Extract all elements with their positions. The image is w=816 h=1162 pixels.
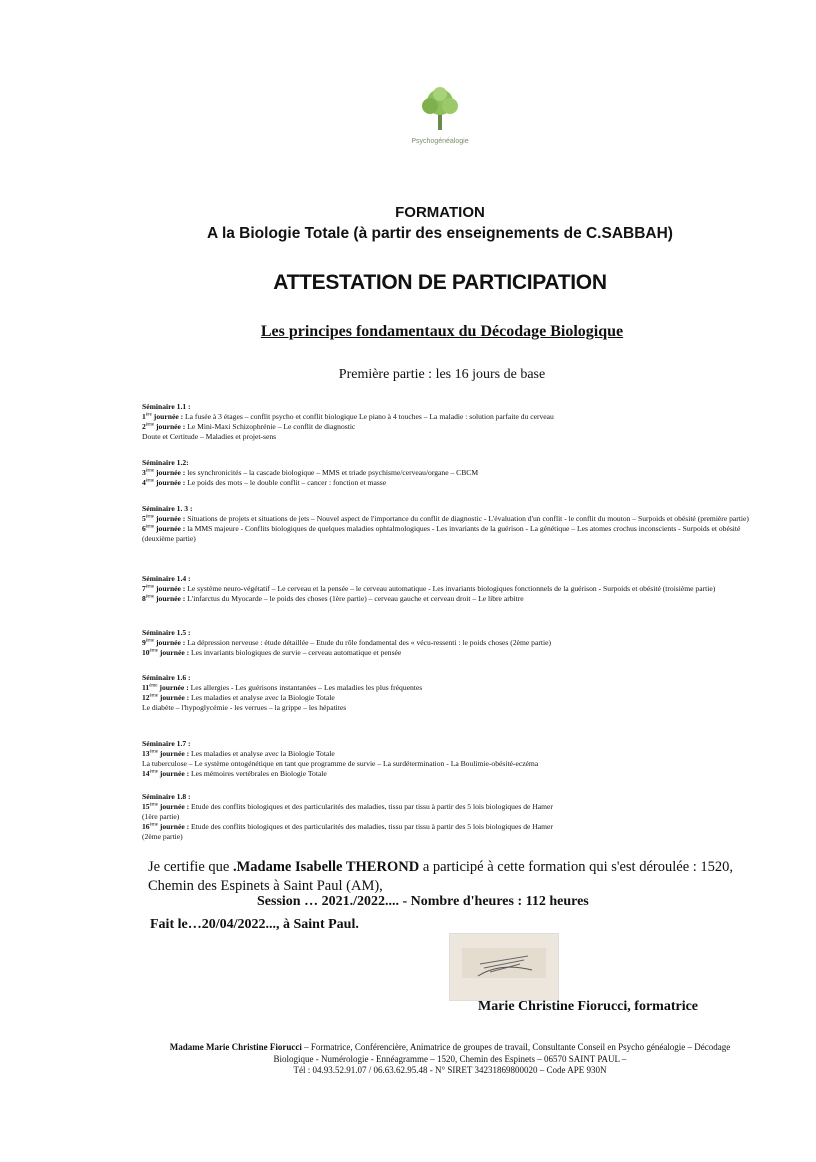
journee-label: journée :: [151, 412, 186, 421]
journee-line: [142, 468, 762, 478]
journee-line: [142, 683, 762, 693]
journee-number: 2: [142, 422, 146, 431]
seminar-block: [142, 739, 762, 779]
journee-label: journée :: [157, 802, 192, 811]
journee-line: [142, 693, 762, 703]
formation-title: FORMATION: [395, 204, 485, 221]
journee-suffix: ème: [145, 468, 155, 474]
journee-line: [142, 478, 762, 488]
journee-text: Les maladies et analyse avec la Biologie Totale: [191, 693, 335, 702]
journee-number: 1: [142, 412, 146, 421]
journee-text: Etude des conflits biologiques et des particularités des maladies, tissu par tissu à partir des 5 lois biologiques de Hamer: [191, 822, 553, 831]
journee-label: journée :: [157, 683, 191, 692]
journee-label: journée :: [157, 693, 192, 702]
logo-label: Psychogénéalogie: [411, 138, 469, 145]
fait-line: Fait le…20/04/2022..., à Saint Paul.: [150, 917, 359, 932]
participant-name: .Madame Isabelle THEROND: [232, 859, 420, 875]
journee-line: [142, 594, 762, 604]
formation-subtitle: A la Biologie Totale (à partir des enseignements de C.SABBAH): [207, 225, 673, 242]
journee-line: [142, 822, 762, 832]
journee-line: [142, 802, 762, 812]
journee-line: [142, 769, 762, 779]
journee-label: journée :: [154, 422, 188, 431]
journee-text: (2ème partie): [142, 832, 183, 841]
journee-text: (1ère partie): [142, 812, 180, 821]
journee-suffix: ème: [145, 514, 155, 520]
seminar-title: Séminaire 1.4 :: [142, 574, 191, 583]
footer-line1: – Formatrice, Conférencière, Animatrice de groupes de travail, Consultante Conseil en Psycho généalogie – Décodage Biologique - Numérologie - Ennéagramme – 1520, Chemin des Espinets – 06570 SAINT PAUL –: [273, 1042, 731, 1064]
journee-suffix: ème: [149, 693, 158, 699]
journee-number: 11: [142, 683, 150, 692]
journee-number: 5: [142, 514, 146, 523]
journee-text: La tuberculose – Le système ontogénétique en tant que programme de survie – La surdétermination - La Boulimie-obésité-eczéma: [142, 759, 539, 768]
journee-suffix: ème: [145, 594, 155, 600]
journee-text: Les allergies - Les guérisons instantanées – Les maladies les plus fréquentes: [190, 683, 423, 692]
journee-number: 14: [142, 769, 150, 778]
journee-label: journée :: [154, 514, 188, 523]
journee-number: 7: [142, 584, 146, 593]
journee-line: [142, 749, 762, 759]
seminar-block: [142, 792, 762, 842]
principes-heading: Les principes fondamentaux du Décodage Biologique: [260, 323, 624, 340]
journee-text: Doute et Certitude – Maladies et projet-sens: [142, 432, 277, 441]
journee-suffix: ème: [145, 638, 155, 644]
footer: [150, 1042, 750, 1077]
footer-name: Madame Marie Christine Fiorucci: [169, 1042, 302, 1052]
signature-stamp: [449, 933, 559, 1001]
session-line: Session … 2021./2022.... - Nombre d'heures : 112 heures: [257, 894, 589, 909]
journee-text: La dépression nerveuse : étude détaillée – Etude du rôle fondamental des « vécu-ressenti : le poids choses (2ème partie): [187, 638, 551, 647]
journee-text: la MMS majeure - Conflits biologiques de quelques maladies ophtalmologiques - Les invariants de la guérison - La génétique – Les atomes crochus inconscients - Surpoids et obésité (deuxième partie): [142, 524, 741, 543]
journee-text: Les invariants biologiques de survie – cerveau automatique et pensée: [191, 648, 402, 657]
journee-label: journée :: [154, 478, 188, 487]
seminar-title: Séminaire 1.1 :: [142, 402, 191, 411]
seminar-title: Séminaire 1.6 :: [142, 673, 191, 682]
journee-text: Les mémoires vertébrales en Biologie Totale: [191, 769, 327, 778]
seminar-block: [142, 458, 762, 488]
journee-suffix: ème: [149, 769, 158, 775]
journee-line: [142, 648, 762, 658]
journee-number: 8: [142, 594, 146, 603]
journee-line: [142, 524, 762, 544]
seminar-title: Séminaire 1.5 :: [142, 628, 191, 637]
seminar-title: Séminaire 1. 3 :: [142, 504, 193, 513]
seminar-block: [142, 504, 762, 544]
journee-text: Le système neuro-végétatif – Le cerveau et la pensée – le cerveau automatique - Les invariants biologiques fonctionnels de la guérison - Surpoids et obésité (troisième partie): [187, 584, 716, 593]
signature-scribble-icon: [450, 934, 558, 1000]
journee-label: journée :: [157, 769, 192, 778]
journee-label: journée :: [157, 749, 192, 758]
journee-text: Le diabète – l'hypoglycémie - les verrues – la grippe – les hépatites: [142, 703, 347, 712]
journee-suffix: ème: [145, 524, 155, 530]
signer-name: Marie Christine Fiorucci, formatrice: [478, 999, 699, 1014]
seminar-block: [142, 574, 762, 604]
cert-rest: a participé à cette formation qui s'est déroulée : 1520, Chemin des Espinets à Saint Paul (AM),: [148, 859, 734, 894]
journee-text: Etude des conflits biologiques et des particularités des maladies, tissu par tissu à partir des 5 lois biologiques de Hamer: [191, 802, 553, 811]
journee-text: Les maladies et analyse avec la Biologie Totale: [191, 749, 335, 758]
attestation-title: ATTESTATION DE PARTICIPATION: [273, 271, 607, 294]
partie-heading: Première partie : les 16 jours de base: [338, 367, 546, 382]
journee-line: [142, 412, 762, 422]
journee-number: 15: [142, 802, 150, 811]
journee-line: [142, 703, 762, 713]
journee-line: [142, 832, 762, 842]
journee-suffix: ème: [149, 802, 158, 808]
journee-number: 3: [142, 468, 146, 477]
cert-intro: Je certifie que: [148, 859, 233, 875]
journee-text: Le poids des mots – le double conflit – cancer : fonction et masse: [187, 478, 387, 487]
journee-suffix: ème: [149, 822, 158, 828]
journee-label: journée :: [154, 468, 188, 477]
footer-line2: Tél : 04.93.52.91.07 / 06.63.62.95.48 - N° SIRET 34231869800020 – Code APE 930N: [293, 1065, 607, 1075]
journee-number: 12: [142, 693, 150, 702]
journee-label: journée :: [157, 648, 192, 657]
journee-text: Le Mini-Maxi Schizophrénie – Le conflit de diagnostic: [187, 422, 356, 431]
tree-logo-icon: [418, 86, 462, 132]
journee-number: 4: [142, 478, 146, 487]
journee-text: La fusée à 3 étages – conflit psycho et conflit biologique Le piano à 4 touches – La maladie : solution parfaite du cerveau: [185, 412, 554, 421]
journee-suffix: ème: [145, 584, 155, 590]
journee-text: Situations de projets et situations de jets – Nouvel aspect de l'importance du conflit de diagnostic - L'évaluation d'un conflit - le conflit du mouton – Surpoids et obésité (première partie): [187, 514, 749, 523]
journee-suffix: ère: [145, 412, 152, 418]
journee-text: les synchronicités – la cascade biologique – MMS et triade psychisme/cerveau/organe – CBCM: [187, 468, 479, 477]
seminar-block: [142, 628, 762, 658]
journee-label: journée :: [154, 638, 188, 647]
journee-label: journée :: [154, 594, 188, 603]
journee-number: 6: [142, 524, 146, 533]
seminar-title: Séminaire 1.2:: [142, 458, 189, 467]
seminar-title: Séminaire 1.8 :: [142, 792, 191, 801]
journee-line: [142, 759, 762, 769]
seminar-title: Séminaire 1.7 :: [142, 739, 191, 748]
journee-suffix: ème: [149, 683, 158, 689]
journee-label: journée :: [157, 822, 192, 831]
seminar-block: [142, 402, 762, 442]
journee-suffix: ème: [145, 478, 155, 484]
journee-label: journée :: [154, 584, 188, 593]
journee-number: 10: [142, 648, 150, 657]
journee-line: [142, 812, 762, 822]
journee-suffix: ème: [149, 648, 158, 654]
journee-line: [142, 422, 762, 432]
logo: [405, 86, 475, 145]
journee-number: 9: [142, 638, 146, 647]
journee-text: L'infarctus du Myocarde – le poids des choses (1ère partie) – cerveau gauche et cerveau droit – Le libre arbitre: [187, 594, 524, 603]
journee-line: [142, 432, 762, 442]
journee-number: 13: [142, 749, 150, 758]
journee-suffix: ème: [149, 749, 158, 755]
journee-label: journée :: [154, 524, 188, 533]
journee-line: [142, 584, 762, 594]
journee-line: [142, 514, 762, 524]
journee-number: 16: [142, 822, 150, 831]
journee-line: [142, 638, 762, 648]
certificate-text: [148, 858, 748, 896]
seminar-block: [142, 673, 762, 713]
journee-suffix: ème: [145, 422, 155, 428]
